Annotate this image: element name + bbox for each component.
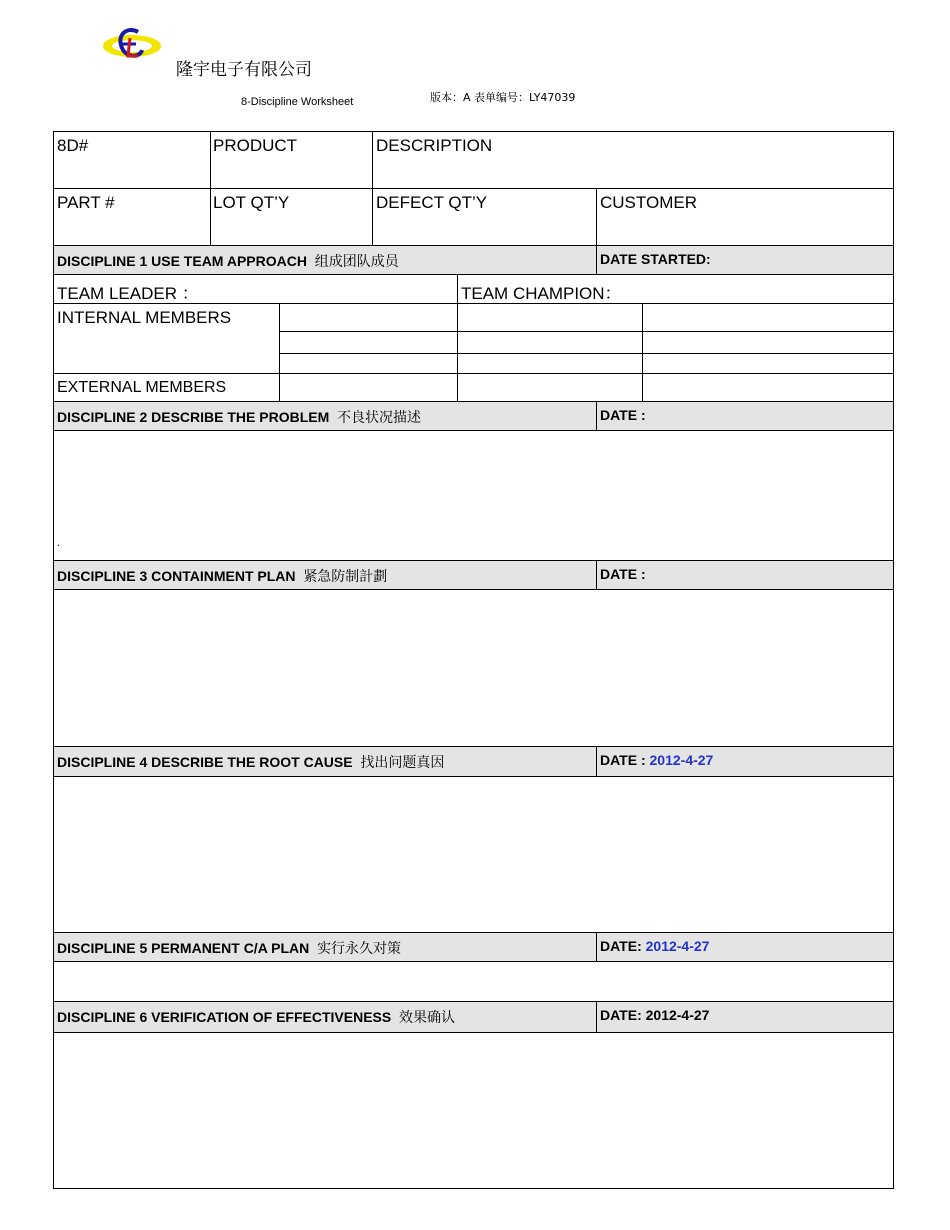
discipline-1-date-label: DATE STARTED: — [600, 251, 711, 267]
worksheet-title: 8-Discipline Worksheet — [241, 96, 354, 108]
discipline-5-date[interactable] — [596, 933, 709, 961]
discipline-2-body[interactable]: . — [57, 537, 61, 549]
discipline-4-label: DISCIPLINE 4 DESCRIBE THE ROOT CAUSE — [57, 754, 353, 770]
discipline-6-label: DISCIPLINE 6 VERIFICATION OF EFFECTIVENESS — [57, 1009, 392, 1025]
8d-worksheet-form — [53, 131, 894, 1189]
company-logo — [100, 24, 164, 70]
team-champion-field[interactable]: TEAM CHAMPION： — [461, 284, 622, 303]
description-field[interactable]: DESCRIPTION — [376, 136, 493, 155]
discipline-3-date-label: DATE : — [600, 566, 646, 582]
discipline-4-header — [54, 746, 893, 777]
discipline-3-cn: 紧急防制計劃 — [303, 569, 388, 585]
discipline-4-date-value: 2012-4-27 — [649, 752, 714, 768]
lot-qty-field[interactable]: LOT QT’Y — [213, 193, 290, 212]
8d-number-field[interactable]: 8D# — [57, 136, 89, 155]
discipline-6-date[interactable] — [596, 1002, 709, 1032]
discipline-4-date[interactable] — [596, 747, 713, 776]
customer-field[interactable]: CUSTOMER — [600, 193, 697, 212]
discipline-6-header — [54, 1001, 893, 1033]
discipline-4-cn: 找出问题真因 — [360, 755, 445, 771]
defect-qty-field[interactable]: DEFECT QT’Y — [376, 193, 488, 212]
discipline-1-label: DISCIPLINE 1 USE TEAM APPROACH — [57, 253, 307, 269]
discipline-2-cn: 不良状况描述 — [337, 410, 422, 426]
discipline-6-date-value: 2012-4-27 — [645, 1007, 710, 1023]
discipline-3-date[interactable] — [596, 561, 646, 589]
version-form-number: 版本：A 表单编号：LY47039 — [430, 91, 576, 104]
discipline-5-date-label: DATE: — [600, 938, 646, 954]
product-field[interactable]: PRODUCT — [213, 136, 298, 155]
discipline-4-date-label: DATE : — [600, 752, 650, 768]
external-members-label: EXTERNAL MEMBERS — [57, 379, 227, 396]
discipline-2-date-label: DATE : — [600, 407, 646, 423]
part-number-field[interactable]: PART # — [57, 193, 115, 212]
discipline-2-header — [54, 401, 893, 431]
discipline-2-label: DISCIPLINE 2 DESCRIBE THE PROBLEM — [57, 409, 330, 425]
internal-members-label: INTERNAL MEMBERS — [57, 308, 232, 327]
discipline-5-date-value: 2012-4-27 — [645, 938, 710, 954]
discipline-1-cn: 组成团队成员 — [314, 254, 399, 270]
discipline-5-cn: 实行永久对策 — [317, 941, 402, 957]
team-leader-field[interactable]: TEAM LEADER ： — [57, 284, 199, 303]
company-name: 隆宇电子有限公司 — [176, 60, 312, 80]
discipline-3-header — [54, 560, 893, 590]
discipline-6-date-label: DATE: — [600, 1007, 646, 1023]
discipline-1-date[interactable] — [596, 246, 711, 274]
discipline-1-header — [54, 245, 893, 275]
discipline-6-cn: 效果确认 — [399, 1010, 456, 1026]
discipline-2-date[interactable] — [596, 402, 646, 430]
discipline-5-label: DISCIPLINE 5 PERMANENT C/A PLAN — [57, 940, 310, 956]
discipline-5-header — [54, 932, 893, 962]
discipline-3-label: DISCIPLINE 3 CONTAINMENT PLAN — [57, 568, 296, 584]
